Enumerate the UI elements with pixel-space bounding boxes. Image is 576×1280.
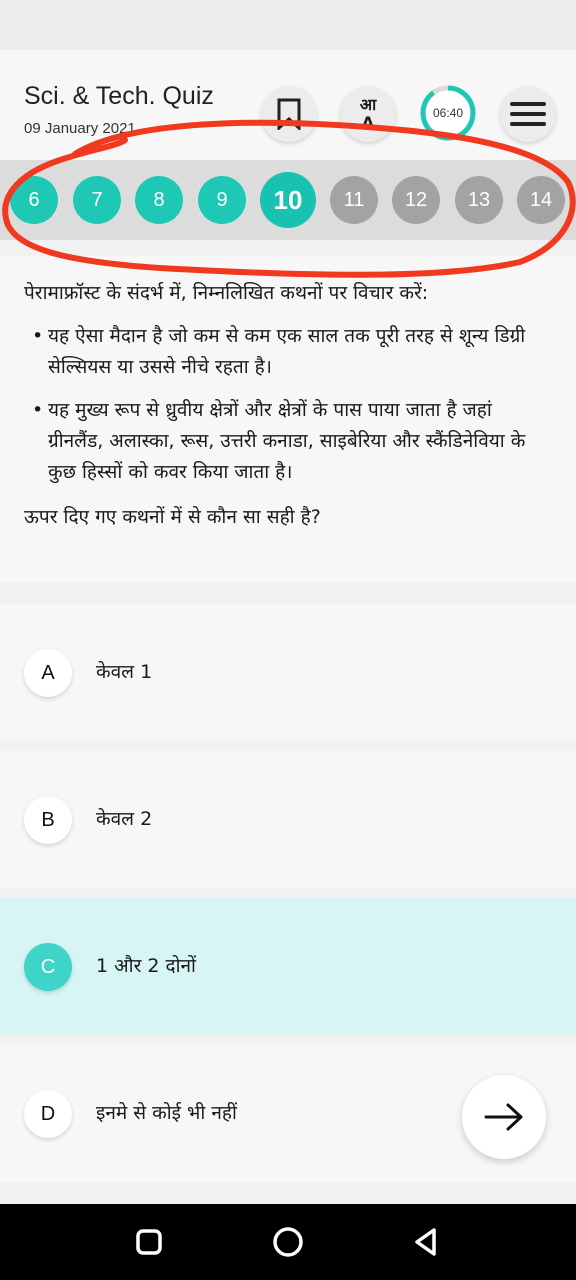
recents-button[interactable] — [131, 1224, 167, 1260]
option-c[interactable] — [0, 898, 576, 1035]
question-bubble-14[interactable] — [517, 176, 565, 224]
question-bubble-13[interactable] — [455, 176, 503, 224]
question-navigator — [0, 160, 576, 240]
circle-home-icon — [272, 1226, 304, 1258]
question-bubble-10[interactable] — [260, 172, 316, 228]
quiz-date: 09 January 2021 — [24, 120, 136, 137]
question-bubble-7[interactable] — [73, 176, 121, 224]
lang-hindi-glyph: आ — [359, 95, 377, 114]
statement-list — [24, 321, 552, 488]
question-number: 10 — [273, 184, 303, 215]
question-bubble-8[interactable] — [135, 176, 183, 224]
app-header — [0, 50, 576, 160]
bookmark-button[interactable] — [261, 86, 317, 142]
option-text: 1 और 2 दोनों — [96, 955, 196, 977]
question-intro: पेरामाफ्रॉस्ट के संदर्भ में, निम्नलिखित कथनों पर विचार करें: — [24, 282, 429, 304]
statement-item: • यह ऐसा मैदान है जो कम से कम एक साल तक पूरी तरह से शून्य डिग्री सेल्सियस या उससे नीचे रहता है। — [24, 321, 552, 383]
lang-english-glyph: A — [361, 113, 375, 132]
back-button[interactable] — [408, 1224, 444, 1260]
language-toggle-icon — [360, 96, 376, 132]
question-bubble-11[interactable] — [330, 176, 378, 224]
option-letter: A — [24, 649, 72, 697]
option-text: केवल 2 — [96, 808, 153, 830]
question-number: 14 — [529, 188, 553, 211]
option-letter: D — [24, 1090, 72, 1138]
page-title: Sci. & Tech. Quiz — [24, 82, 214, 110]
menu-button[interactable] — [500, 86, 556, 142]
option-letter: C — [24, 943, 72, 991]
option-letter: B — [24, 796, 72, 844]
question-number: 13 — [467, 188, 491, 211]
language-toggle-button[interactable] — [340, 86, 396, 142]
question-bubble-9[interactable] — [198, 176, 246, 224]
question-bubble-6[interactable] — [10, 176, 58, 224]
status-bar — [0, 0, 576, 50]
question-number: 6 — [28, 188, 40, 211]
statement-item: • यह मुख्य रूप से ध्रुवीय क्षेत्रों और क्षेत्रों के पास पाया जाता है जहां ग्रीनलैंड, अलास्का, रूस, उत्तरी कनाडा, साइबेरिया और स्कैंडिनेविया के कुछ हिस्सों को कवर किया जाता है। — [24, 395, 552, 488]
question-number: 12 — [404, 188, 428, 211]
question-prompt: ऊपर दिए गए कथनों में से कौन सा सही है? — [24, 506, 321, 528]
timer-value: 06:40 — [432, 106, 464, 120]
option-b[interactable] — [0, 751, 576, 888]
arrow-right-icon — [484, 1102, 524, 1132]
option-text: केवल 1 — [96, 661, 153, 683]
next-question-button[interactable] — [462, 1075, 546, 1159]
question-number: 8 — [153, 188, 165, 211]
question-number: 9 — [216, 188, 228, 211]
option-text: इनमे से कोई भी नहीं — [96, 1102, 237, 1124]
bookmark-icon — [276, 98, 302, 130]
square-recents-icon — [135, 1228, 163, 1256]
hamburger-menu-icon — [510, 101, 546, 127]
system-nav-bar — [0, 1204, 576, 1280]
timer — [419, 84, 477, 142]
question-number: 11 — [343, 188, 365, 211]
question-card — [0, 256, 576, 582]
option-a[interactable] — [0, 604, 576, 741]
home-button[interactable] — [270, 1224, 306, 1260]
question-bubble-12[interactable] — [392, 176, 440, 224]
triangle-back-icon — [412, 1227, 440, 1257]
question-number: 7 — [91, 188, 103, 211]
